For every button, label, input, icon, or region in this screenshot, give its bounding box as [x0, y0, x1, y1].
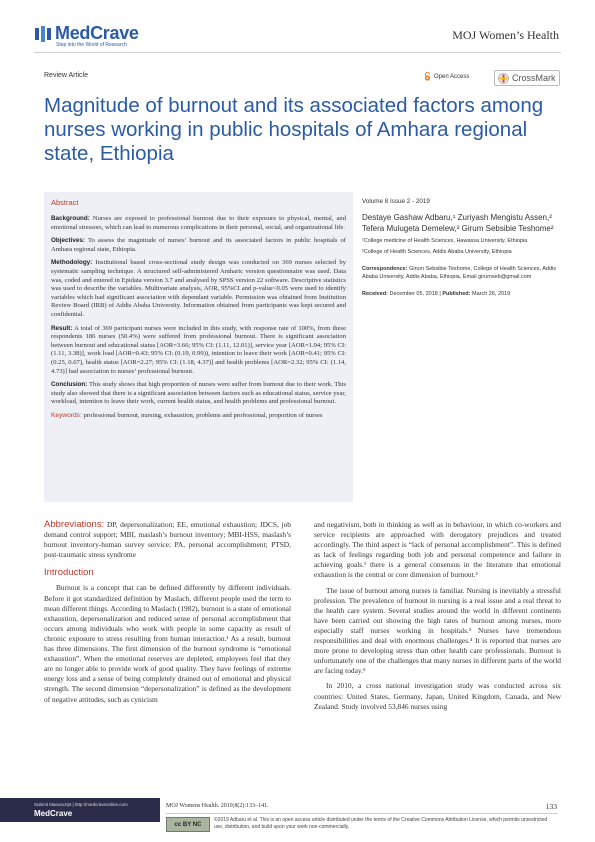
- author-list: Destaye Gashaw Adbaru,¹ Zuriyash Mengistu Assen,² Tefera Mulugeta Demelew,² Girum Sebsibie Teshome²: [362, 213, 554, 233]
- right-paragraph-2: The issue of burnout among nurses is familiar. Nursing is inevitably a stressful profession. The prevalence of burnout in nursing is a real issue and a real threat to the health care system. Several studies around the world in different continents have been carried out showing the high rates of burnout among nurses, more especially staff nurses working in hospitals.³ Nurses have tremendous responsibilities and deal with enormous challenges.⁴ It is reported that nurses are more prone to developing stress than other health care professionals. Burnout is unfortunately one of the challenges that many nurses in different parts of the world are facing today.⁵: [314, 585, 561, 676]
- abbreviations: [44, 520, 291, 560]
- header-divider: [34, 52, 561, 53]
- abstract-methodology: [51, 259, 346, 319]
- abbreviations-text: DP, depersonalization; EE, emotional exhaustion; JDCS, job demand control support; MBI, maslash’s burnout inventory; MBI-HSS, maslash’s burnout inventory-human survey service; PA, personal accomplishment; PTSD, post-traumatic stress syndrome: [44, 520, 291, 560]
- body-column-left: [44, 520, 291, 710]
- received-label: Received:: [362, 291, 388, 297]
- page-number: 133: [545, 802, 557, 811]
- introduction-heading: Introduction: [44, 567, 94, 579]
- footer-divider: [166, 813, 558, 814]
- abstract-keywords: [51, 412, 346, 421]
- volume-issue: Volume 8 Issue 2 - 2019: [362, 198, 430, 205]
- affiliation-2: ²College of Health Sciences, Addis Ababa University, Ethiopia: [362, 248, 512, 255]
- abstract-objectives: [51, 237, 346, 254]
- background-label: Background:: [51, 215, 90, 222]
- keywords-text: professional burnout, nursing, exhaustion, problems and professional, proportion of nurses: [83, 411, 323, 419]
- objectives-text: To assess the magnitude of nurses’ burnout and its associated factors in public hospitals of Amhara regional state, Ethiopia.: [51, 237, 347, 253]
- background-text: Nurses are exposed to professional burnout due to their exposure to physical, mental, and emotional stressors, which can lead to numerous complications in their personal, social, and organizational life.: [51, 215, 346, 231]
- correspondence: [362, 266, 558, 281]
- logo-tagline: Step into the World of Research: [56, 42, 127, 48]
- crossmark-icon: [498, 73, 509, 84]
- medcrave-logo: [34, 22, 154, 48]
- abbreviations-label: Abbreviations:: [44, 519, 105, 530]
- logo-icon: [34, 25, 52, 43]
- right-paragraph-3: In 2010, a cross national investigation study was conducted across six countries: United States, Germany, Japan, United Kingdom, Canada, and New Zealand. Study involved 53,846 nurses using: [314, 681, 561, 711]
- abstract-heading: Abstract: [51, 198, 79, 207]
- intro-paragraph-1: Burnout is a concept that can be defined differently by different individuals. Before it got standardized definition by Maslach, different people used the term to mean different things. According to Maslach (1982), burnout is a state of emotional exhaustion, depersonalization and reduced sense of personal accomplishment that occurs among individuals who work with people in some capacity as result of chronic exposure to stress resulting from human interaction.¹ As a result, burnout has three dimensions. The first dimension of the burnout syndrome is “emotional exhaustion”. When the emotional reserves are depleted, employees feel that they are no longer able to provide work of good quality. They have feelings of extreme energy loss and a sense of being completely drained out of emotional and physical strength. The second dimension “depersonalization” is defined as the development of negative attitudes, such as cynicism: [44, 583, 291, 704]
- methodology-label: Methodology:: [51, 259, 93, 267]
- result-label: Result:: [51, 324, 73, 332]
- citation: MOJ Womens Health. 2019;8(2):133‒141.: [166, 803, 269, 809]
- cc-license-badge[interactable]: cc BY NC: [166, 817, 210, 832]
- correspondence-label: Correspondence:: [362, 266, 408, 272]
- crossmark-label: CrossMark: [512, 73, 556, 83]
- crossmark-button[interactable]: [494, 70, 560, 86]
- footer-band: [0, 798, 160, 822]
- abstract-result: [51, 325, 346, 377]
- article-dates: Received: December 05, 2018 | Published: March 26, 2019: [362, 291, 511, 297]
- journal-title: MOJ Women’s Health: [452, 28, 559, 42]
- logo-text: MedCrave: [55, 23, 139, 43]
- footer-logo-text: MedCrave: [34, 809, 73, 818]
- correspondence-text: Girum Sebsibie Teshome, College of Health Sciences, Addis Ababa University, Addis Ababa, Ethiopia, Email girumseb@gmail.com: [362, 266, 557, 280]
- affiliation-1: ¹College medicine of Health Sciences, Hawassa University, Ethiopia: [362, 238, 528, 244]
- keywords-label: Keywords:: [51, 411, 82, 419]
- conclusion-text: This study shows that high proportion of nurses were suffer from burnout due to their work. This study also showed that there is a significant association between factors such as educational status, service year, workload, intention to leave their work, current health status, and health problems and professional burnout.: [51, 381, 346, 406]
- open-access-badge: [424, 72, 469, 81]
- methodology-text: Institutional based cross-sectional study design was conducted on 369 nurses selected by systematic sampling technique. A structured self-administered Amharic version questionnaire was used. Data was, coded and entered in Epidata version 3.7 and analysed by SPSS version 22 software. Descriptive statistics was used to describe the variables. Multivariate analysis, AOR, 95%CI and p-value<0.05 were used to identify variables which had significant association with dependant variable. Permission was obtained from Institution Review Board (IRB) of Addis Ababa University. Information obtained from participants was kept secured and confidential.: [51, 259, 346, 318]
- body-column-right: [314, 520, 561, 717]
- license-text: ©2019 Adbaru et al. This is an open access article distributed under the terms of the Creative Commons Attribution License, which permits unrestricted use, distribution, and build upon your work non-commercially.: [214, 817, 548, 830]
- open-access-label: Open Access: [434, 73, 470, 80]
- article-info: [362, 198, 558, 299]
- conclusion-label: Conclusion:: [51, 381, 88, 389]
- open-access-icon: [424, 72, 431, 81]
- result-text: A total of 369 participant nurses were included in this study, with response rate of 100%, from these respondents 186 nurses (50.4%) were suffered from professional burnout. There is significant association between burnout and educational status [AOR=3.66; 95% CI: (1.11, 12.01)], service year [AOR=1.94; 95% CI: (1.11, 3.38)], work load [AOR=0.43; 95% CI: (0.19, 0.99)), intention to leave their work [AOR=0.41; 95% CI: (0.25, 0.67), health status [AOR=2.27; 95% CI: (1.18, 4.37)] and health problems [AOR=2.32; 95% CI: (1.14, 4.73)] had association to nurses’ professional burnout.: [51, 324, 346, 375]
- article-type: Review Article: [44, 72, 88, 79]
- abstract-box: [44, 192, 353, 502]
- received-date: December 05, 2018: [389, 291, 438, 297]
- right-paragraph-1: and negativism, both in thinking as well as in behaviour, in which co-workers and service recipients are approached with derogatory prejudices and treated accordingly. The third aspect is “lack of personal accomplishment”. This is defined as lack of feelings regarding both job and personal competence and failure in achieving goals.¹ there is a general consensus in the literature that emotional exhaustion is the central or core dimension of burnout.²: [314, 520, 561, 580]
- abstract-conclusion: [51, 381, 346, 407]
- published-label: Published:: [442, 291, 471, 297]
- objectives-label: Objectives:: [51, 237, 85, 245]
- published-date: March 26, 2019: [472, 291, 511, 297]
- abstract-background: [51, 215, 346, 232]
- article-title: Magnitude of burnout and its associated factors among nurses working in public hospitals of Amhara regional state, Ethiopia: [44, 94, 544, 165]
- submit-manuscript-link[interactable]: Submit Manuscript | http://medcraveonline.com: [34, 802, 128, 807]
